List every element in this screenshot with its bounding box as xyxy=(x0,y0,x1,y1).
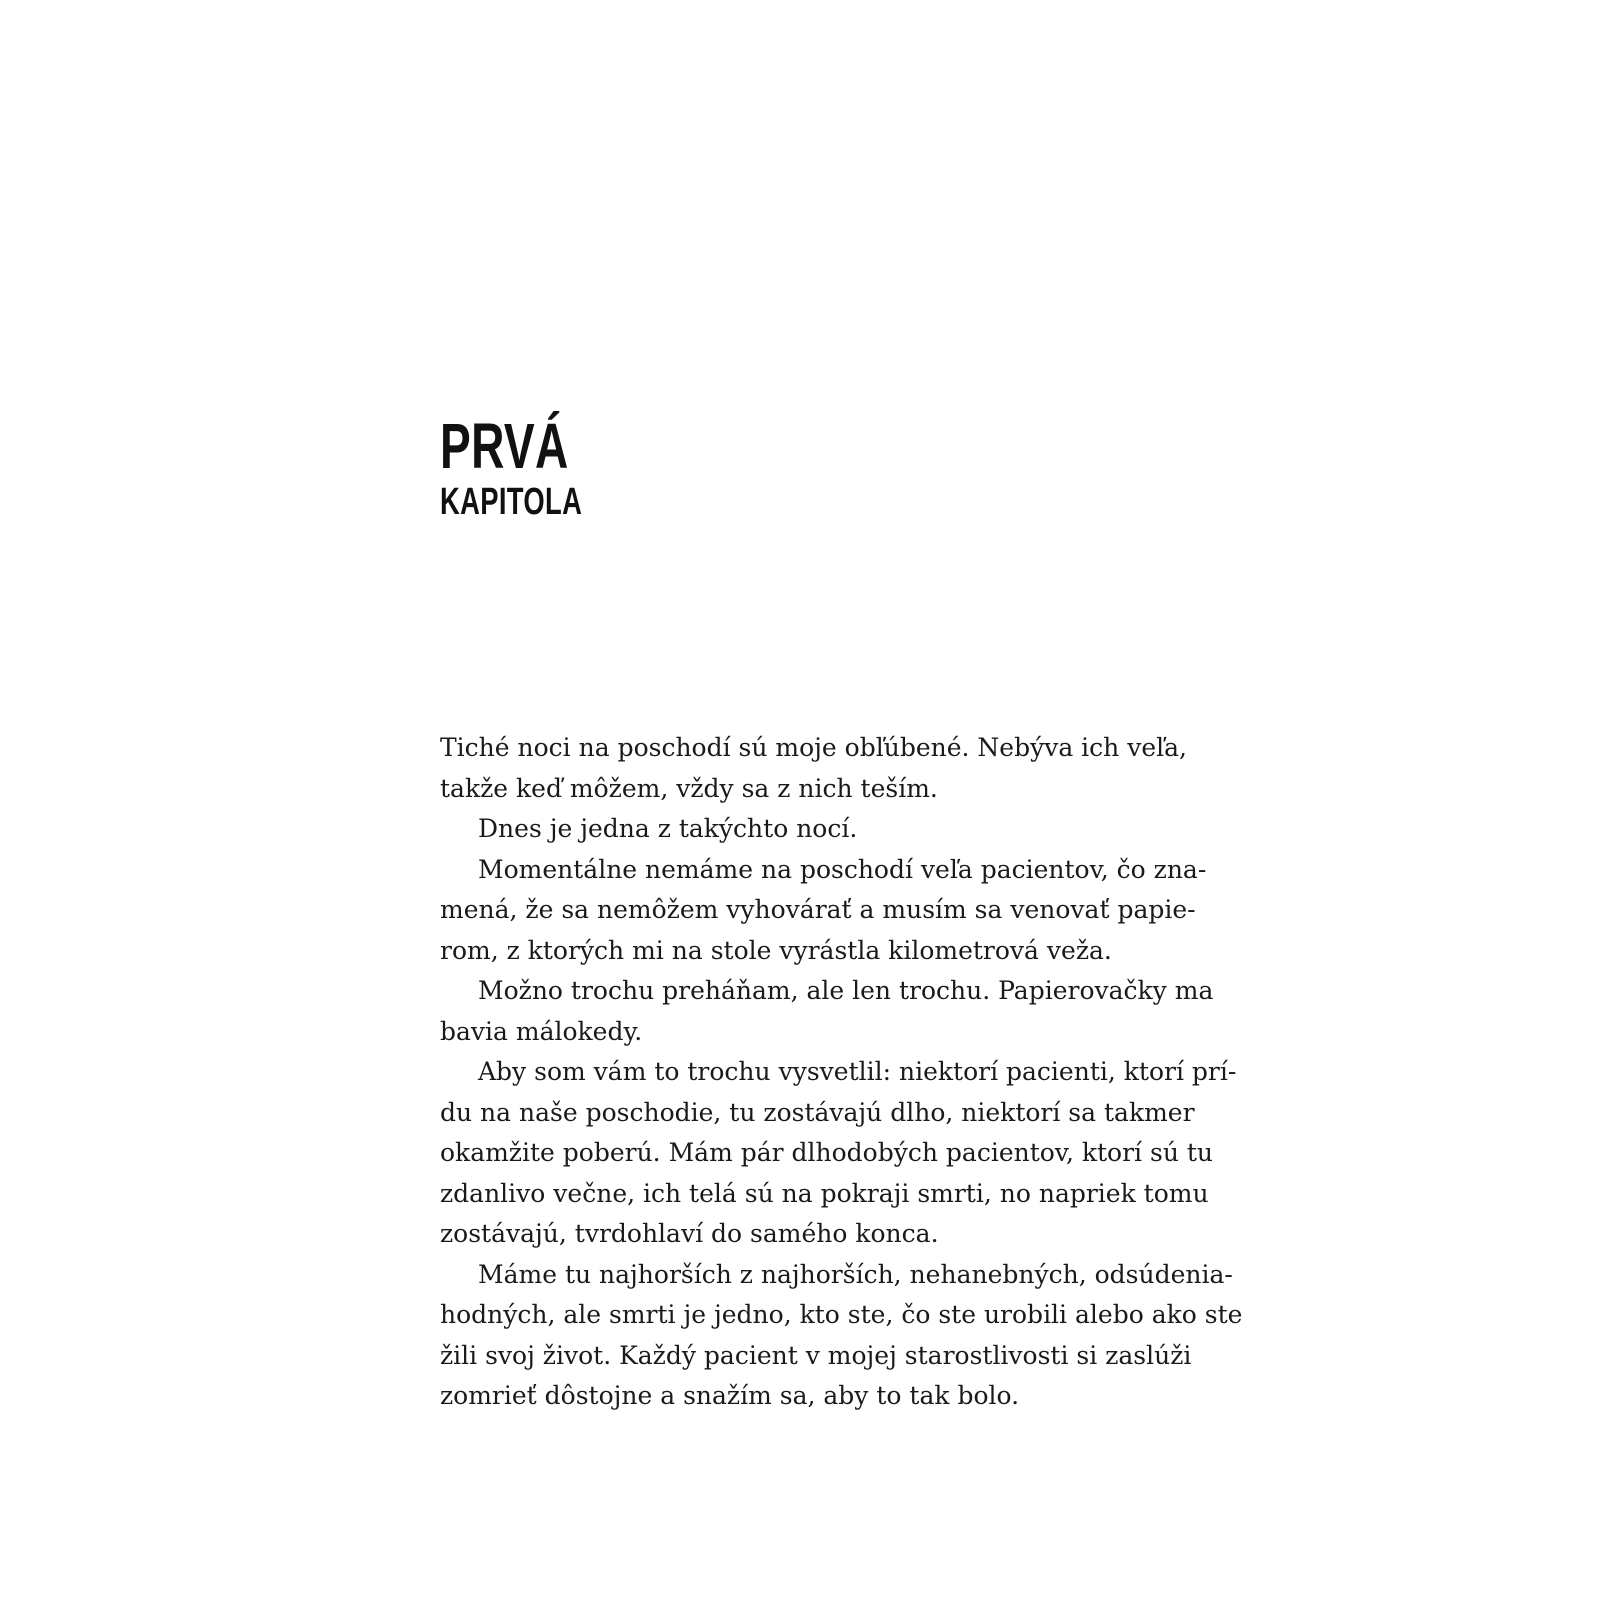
text-line: žili svoj život. Každý pacient v mojej starostlivosti si zaslúži xyxy=(440,1340,1192,1370)
text-line: zomrieť dôstojne a snažím sa, aby to tak bolo. xyxy=(440,1381,1020,1410)
body-text xyxy=(440,728,1243,1417)
text-line: du na naše poschodie, tu zostávajú dlho, niektorí sa takmer xyxy=(440,1097,1195,1127)
text-line: Tiché noci na poschodí sú moje obľúbené. Nebýva ich veľa, xyxy=(440,733,1187,762)
chapter-subtitle: KAPITOLA xyxy=(440,481,583,523)
text-line: bavia málokedy. xyxy=(440,1016,643,1046)
text-line: okamžite poberú. Mám pár dlhodobých pacientov, ktorí sú tu xyxy=(440,1138,1214,1167)
text-line: takže keď môžem, vždy sa z nich teším. xyxy=(440,773,938,803)
chapter-title: PRVÁ xyxy=(440,410,569,482)
text-line: Možno trochu preháňam, ale len trochu. Papierovačky ma xyxy=(478,976,1214,1005)
text-line: mená, že sa nemôžem vyhovárať a musím sa venovať papie- xyxy=(440,895,1196,924)
text-line: zostávajú, tvrdohlaví do samého konca. xyxy=(440,1219,939,1248)
text-line: zdanlivo večne, ich telá sú na pokraji smrti, no napriek tomu xyxy=(440,1178,1209,1208)
text-line: Máme tu najhorších z najhorších, nehanebných, odsúdenia- xyxy=(478,1259,1233,1289)
text-line: Momentálne nemáme na poschodí veľa pacientov, čo zna- xyxy=(478,854,1207,884)
text-line: hodných, ale smrti je jedno, kto ste, čo ste urobili alebo ako ste xyxy=(440,1300,1243,1329)
chapter-heading xyxy=(440,410,840,524)
text-line: Dnes je jedna z takýchto nocí. xyxy=(478,814,858,843)
text-line: rom, z ktorých mi na stole vyrástla kilometrová veža. xyxy=(440,935,1112,965)
text-line: Aby som vám to trochu vysvetlil: niektorí pacienti, ktorí prí- xyxy=(478,1057,1237,1086)
